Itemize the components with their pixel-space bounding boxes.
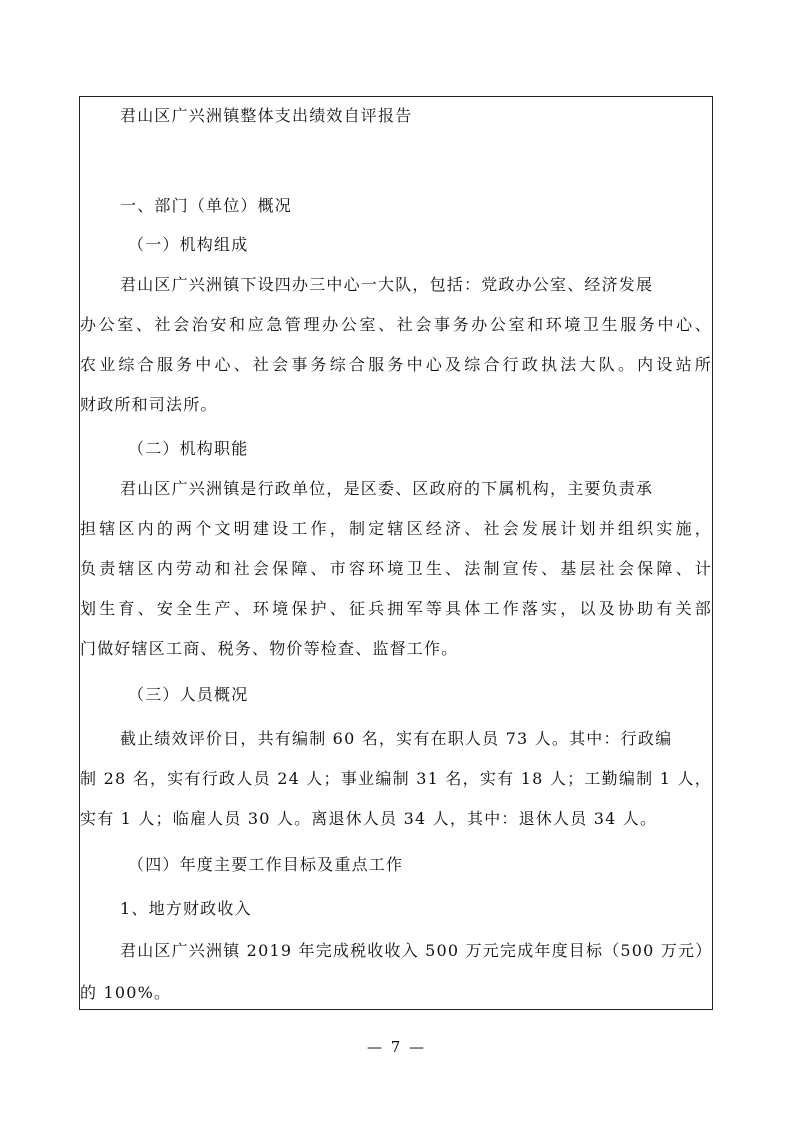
section1-heading: 一、部门（单位）概况 bbox=[120, 196, 293, 215]
sub2-paragraph-line: 担辖区内的两个文明建设工作，制定辖区经济、社会发展计划并组织实施， bbox=[80, 519, 712, 538]
sub3-paragraph-line: 实有 1 人；临雇人员 30 人。离退休人员 34 人，其中：退休人员 34 人。 bbox=[80, 809, 658, 828]
page-number: — 7 — bbox=[366, 1038, 427, 1056]
item1-paragraph-line: 君山区广兴洲镇 2019 年完成税收收入 500 万元完成年度目标（500 万元） bbox=[120, 941, 713, 960]
sub1-heading: （一）机构组成 bbox=[128, 235, 249, 254]
sub4-heading: （四）年度主要工作目标及重点工作 bbox=[128, 855, 404, 874]
sub2-paragraph-line: 负责辖区内劳动和社会保障、市容环境卫生、法制宣传、基层社会保障、计 bbox=[80, 559, 712, 578]
sub3-heading: （三）人员概况 bbox=[128, 685, 249, 704]
sub1-paragraph-line: 君山区广兴洲镇下设四办三中心一大队，包括：党政办公室、经济发展 bbox=[120, 275, 654, 294]
document-title: 君山区广兴洲镇整体支出绩效自评报告 bbox=[120, 106, 413, 125]
sub2-paragraph-line: 划生育、安全生产、环境保护、征兵拥军等具体工作落实，以及协助有关部 bbox=[80, 599, 712, 618]
sub3-paragraph-line: 制 28 名，实有行政人员 24 人；事业编制 31 名，实有 18 人；工勤编制 1 人， bbox=[80, 769, 712, 788]
sub3-paragraph-line: 截止绩效评价日，共有编制 60 名，实有在职人员 73 人。其中：行政编 bbox=[120, 729, 673, 748]
sub1-paragraph-line: 办公室、社会治安和应急管理办公室、社会事务办公室和环境卫生服务中心、 bbox=[80, 315, 712, 334]
sub2-paragraph-line: 君山区广兴洲镇是行政单位，是区委、区政府的下属机构，主要负责承 bbox=[120, 479, 654, 498]
sub2-heading: （二）机构职能 bbox=[128, 439, 249, 458]
item1-paragraph-line: 的 100%。 bbox=[80, 983, 172, 1002]
sub2-paragraph-line: 门做好辖区工商、税务、物价等检查、监督工作。 bbox=[80, 639, 459, 658]
sub1-paragraph-line: 财政所和司法所。 bbox=[80, 395, 218, 414]
item1-heading: 1、地方财政收入 bbox=[120, 899, 252, 918]
sub1-paragraph-line: 农业综合服务中心、社会事务综合服务中心及综合行政执法大队。内设站所 bbox=[80, 355, 712, 374]
